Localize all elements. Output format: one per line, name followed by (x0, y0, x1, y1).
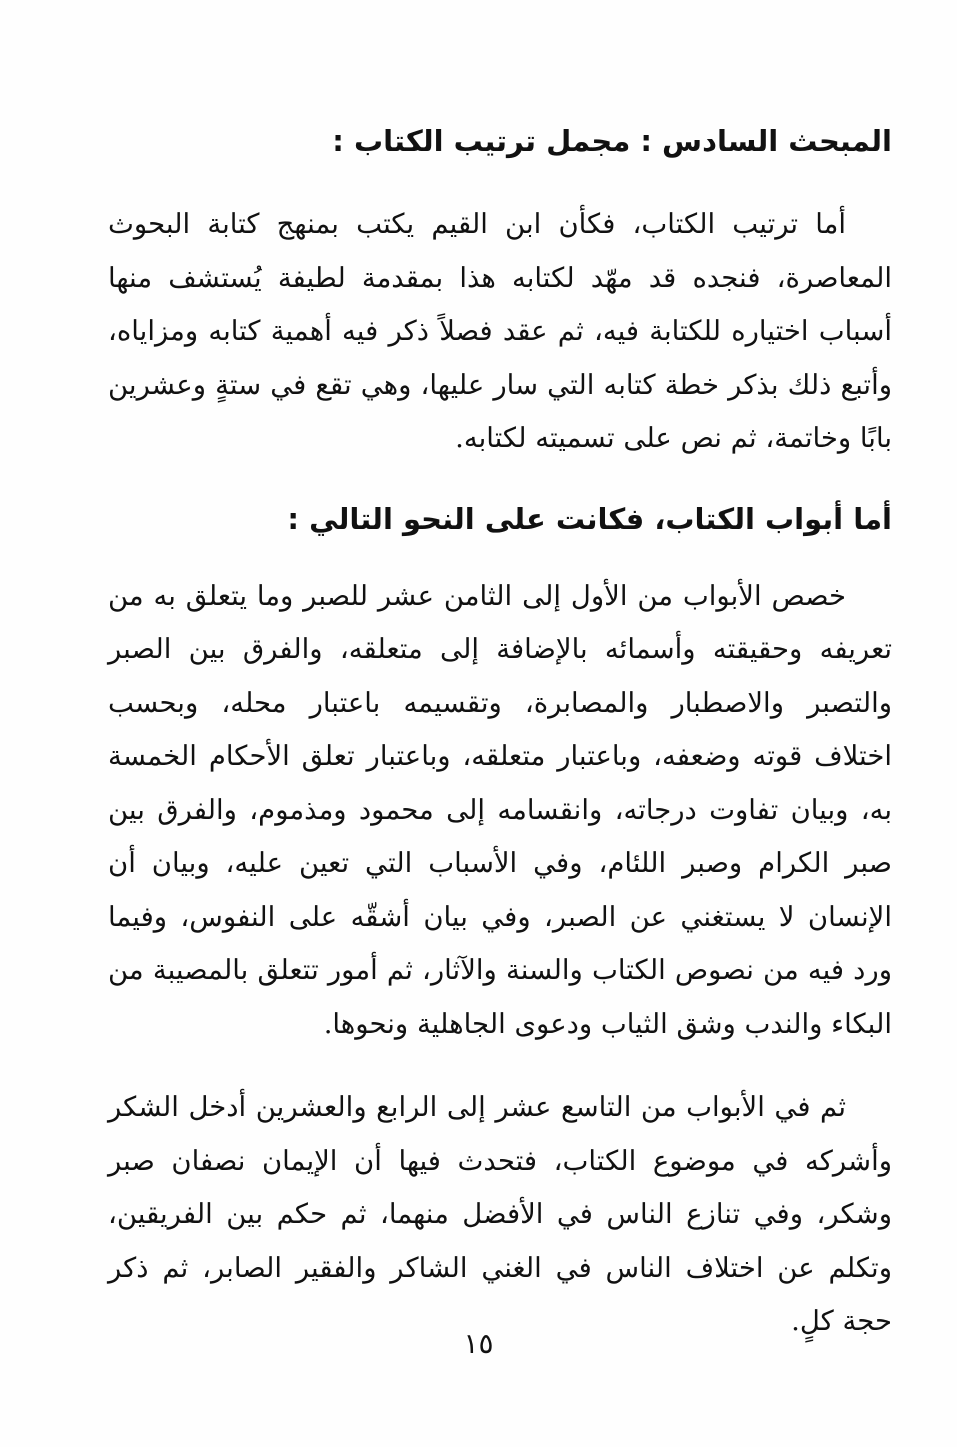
page-content (108, 118, 892, 1349)
paragraph-gratitude-chapters: ثم في الأبواب من التاسع عشر إلى الرابع والعشرين أدخل الشكر وأشركه في موضوع الكتاب، فتحدث فيها أن الإيمان نصفان صبر وشكر، وفي تنازع الناس في الأفضل منهما، ثم حكم بين الفريقين، وتكلم عن اختلاف الناس في الغني الشاكر والفقير الصابر، ثم ذكر حجة كلٍ. (108, 1091, 892, 1337)
page-number: ١٥ (463, 1327, 494, 1360)
paragraph-patience-chapters: خصص الأبواب من الأول إلى الثامن عشر للصبر وما يتعلق به من تعريفه وحقيقته وأسمائه بالإضافة إلى متعلقه، والفرق بين الصبر والتصبر والاصطبار والمصابرة، وتقسيمه باعتبار محله، وبحسب اختلاف قوته وضعفه، وباعتبار متعلقه، وباعتبار تعلق الأحكام الخمسة به، وبيان تفاوت درجاته، وانقسامه إلى محمود ومذموم، والفرق بين صبر الكرام وصبر اللئام، وفي الأسباب التي تعين عليه، وبيان أن الإنسان لا يستغني عن الصبر، وفي بيان أشقّه على النفوس، وفيما ورد فيه من نصوص الكتاب والسنة والآثار، ثم أمور تتعلق بالمصيبة من البكاء والندب وشق الثياب ودعوى الجاهلية ونحوها. (108, 579, 892, 1040)
section-heading: المبحث السادس : مجمل ترتيب الكتاب : (332, 124, 892, 158)
paragraph-arrangement: أما ترتيب الكتاب، فكأن ابن القيم يكتب بمنهج كتابة البحوث المعاصرة، فنجده قد مهّد لكتابه هذا بمقدمة لطيفة يُستشف منها أسباب اختياره للكتابة فيه، ثم عقد فصلاً ذكر فيه أهمية كتابه ومزاياه، وأتبع ذلك بذكر خطة كتابه التي سار عليها، وهي تقع في ستةٍ وعشرين بابًا وخاتمة، ثم نص على تسميته لكتابه. (108, 208, 892, 454)
chapters-subheading: أما أبواب الكتاب، فكانت على النحو التالي : (287, 501, 892, 536)
